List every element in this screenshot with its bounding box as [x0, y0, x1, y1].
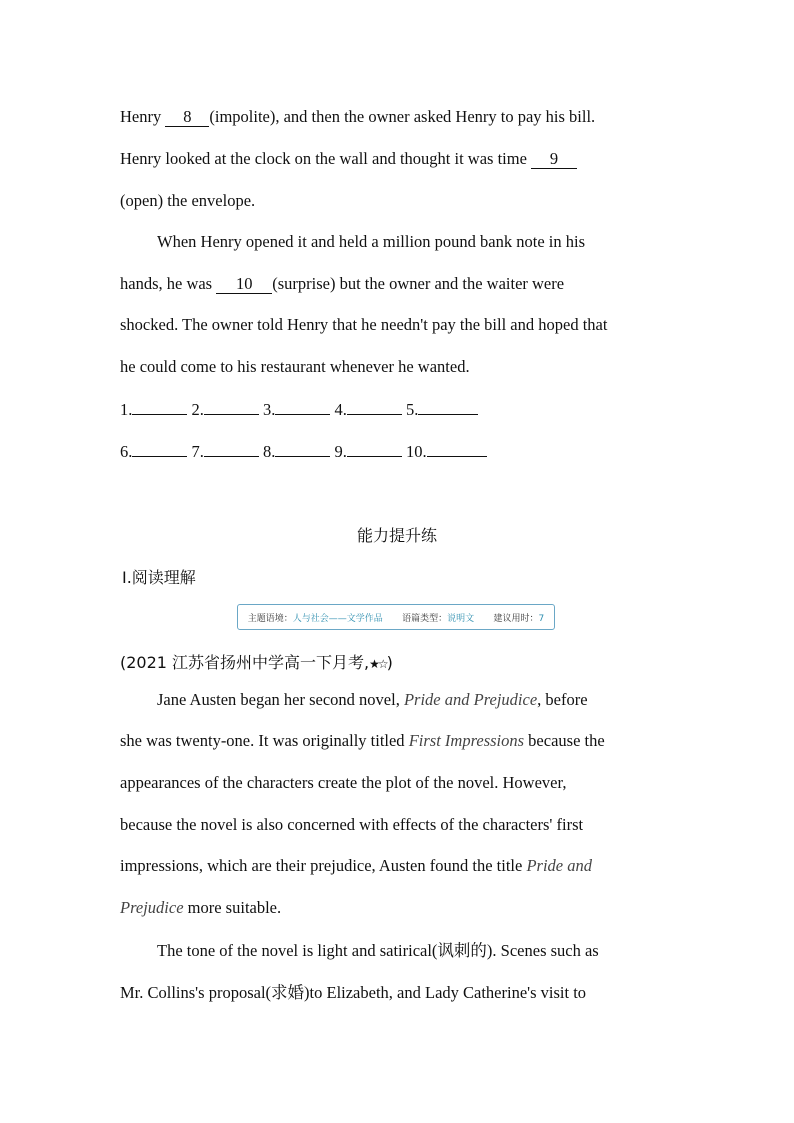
chinese-gloss: 求婚	[271, 983, 305, 1002]
info-label: 语篇类型：	[402, 613, 448, 624]
answer-label: 10.	[406, 442, 427, 461]
info-label: 主题语境：	[247, 613, 293, 624]
italic-title: Pride and Prejudice	[403, 690, 538, 709]
info-label: 建议用时：	[493, 613, 539, 624]
blank-10[interactable]: 10	[216, 275, 272, 294]
text: Henry	[120, 107, 166, 126]
answer-label: 5.	[406, 400, 419, 419]
answer-blank-2[interactable]	[204, 414, 259, 415]
difficulty-stars-icon: ★☆	[369, 657, 387, 671]
passage-line	[120, 898, 680, 918]
text: hands, he was	[120, 274, 217, 293]
passage-line: because the novel is also concerned with effects of the characters' first	[120, 815, 584, 834]
answer-blank-1[interactable]	[132, 414, 187, 415]
italic-title: First Impressions	[408, 731, 525, 750]
answer-blank-8[interactable]	[275, 456, 330, 457]
passage-line	[120, 856, 680, 876]
answer-row-2	[120, 442, 680, 462]
answer-blank-5[interactable]	[418, 414, 478, 415]
passage-line	[120, 983, 680, 1003]
text: Henry looked at the clock on the wall and thought it was time	[120, 149, 532, 168]
source-text: (2021 江苏省扬州中学高一下月考,	[120, 653, 370, 672]
info-value: 说明文	[447, 613, 475, 624]
italic-title: Pride and	[526, 856, 592, 875]
source-line	[120, 650, 393, 673]
passage-line: (open) the envelope.	[120, 191, 256, 210]
passage-line	[120, 731, 680, 751]
answer-blank-7[interactable]	[204, 456, 259, 457]
info-value: 7	[538, 613, 545, 624]
text: she was twenty-one. It was originally titled	[120, 731, 409, 750]
answer-label: 6.	[120, 442, 133, 461]
text: ). Scenes such as	[486, 941, 599, 960]
passage-line	[120, 274, 680, 294]
answer-label: 9.	[334, 442, 347, 461]
passage-line: appearances of the characters create the plot of the novel. However,	[120, 773, 567, 792]
text: The tone of the novel is light and satirical(	[157, 941, 438, 960]
answer-label: 1.	[120, 400, 133, 419]
passage-line	[120, 107, 680, 127]
answer-label: 2.	[191, 400, 204, 419]
info-theme	[248, 611, 383, 624]
text: Mr. Collins's proposal(	[120, 983, 272, 1002]
source-close: )	[386, 653, 393, 672]
passage-line	[157, 941, 717, 961]
answer-blank-10[interactable]	[427, 456, 487, 457]
text: )to Elizabeth, and Lady Catherine's visit to	[304, 983, 587, 1002]
info-box	[237, 604, 555, 630]
answer-blank-3[interactable]	[275, 414, 330, 415]
answer-blank-6[interactable]	[132, 456, 187, 457]
answer-label: 7.	[191, 442, 204, 461]
blank-9[interactable]: 9	[531, 150, 577, 169]
passage-line: he could come to his restaurant whenever he wanted.	[120, 357, 470, 376]
answer-row-1	[120, 400, 680, 420]
italic-title: Prejudice	[120, 898, 184, 917]
answer-label: 4.	[334, 400, 347, 419]
text: more suitable.	[183, 898, 282, 917]
passage-line: shocked. The owner told Henry that he needn't pay the bill and hoped that	[120, 315, 608, 334]
answer-label: 3.	[263, 400, 276, 419]
text: (impolite), and then the owner asked Henry to pay his bill.	[209, 107, 596, 126]
text: , before	[537, 690, 588, 709]
passage-line	[120, 149, 680, 169]
answer-blank-9[interactable]	[347, 456, 402, 457]
blank-8[interactable]: 8	[165, 108, 209, 127]
info-type	[402, 611, 474, 624]
passage-line: When Henry opened it and held a million pound bank note in his	[157, 232, 585, 251]
info-time	[494, 611, 545, 624]
section-title: 能力提升练	[356, 526, 437, 545]
answer-label: 8.	[263, 442, 276, 461]
chinese-gloss: 讽刺的	[437, 941, 487, 960]
text: Jane Austen began her second novel,	[157, 690, 404, 709]
text: because the	[524, 731, 605, 750]
text: (surprise) but the owner and the waiter were	[272, 274, 565, 293]
text: impressions, which are their prejudice, Austen found the title	[120, 856, 527, 875]
info-value: 人与社会——文学作品	[292, 613, 383, 624]
subsection-title: Ⅰ.阅读理解	[122, 568, 196, 587]
answer-blank-4[interactable]	[347, 414, 402, 415]
passage-line	[157, 690, 717, 710]
